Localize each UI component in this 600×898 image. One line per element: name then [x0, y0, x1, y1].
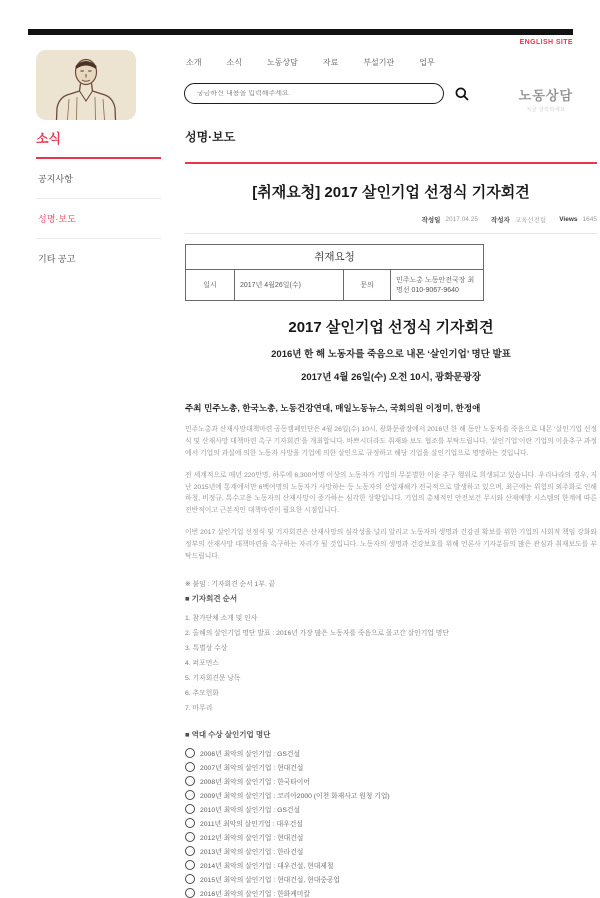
history-heading: ■ 역대 수상 살인기업 명단	[185, 729, 271, 739]
history-list-item	[185, 818, 597, 828]
history-list-item	[185, 776, 597, 786]
history-item-text: 2012년 최악의 살인기업 : 현대건설	[200, 834, 304, 842]
history-item-text: 2006년 최악의 살인기업 : GS건설	[200, 750, 301, 758]
meta-views-value: 1645	[582, 216, 597, 223]
history-item-text: 2013년 최악의 살인기업 : 한라건설	[200, 848, 304, 856]
agenda-list	[185, 612, 597, 712]
site-logo[interactable]	[36, 50, 136, 120]
event-headline	[185, 316, 597, 383]
history-list-item	[185, 846, 597, 856]
circle-bullet-icon	[185, 790, 195, 800]
circle-bullet-icon	[185, 860, 195, 870]
circle-bullet-icon	[185, 846, 195, 856]
post-title: [취재요청] 2017 살인기업 선정식 기자회견	[252, 184, 530, 201]
brand-title: 노동상담	[518, 88, 573, 103]
history-item-text: 2008년 최악의 살인기업 : 한국타이어	[200, 778, 310, 786]
circle-bullet-icon	[185, 818, 195, 828]
circle-bullet-icon	[185, 874, 195, 884]
attachment-note: ※ 붙임 : 기자회견 순서 1부. 끝	[185, 580, 276, 588]
history-list-item	[185, 832, 597, 842]
sidebar-item-notice[interactable]: 공지사항	[36, 159, 161, 199]
meta-author-value: 교육선전팀	[514, 217, 547, 224]
history-item-text: 2011년 최악의 살인기업 : 대우건설	[200, 820, 303, 828]
agenda-item: 5. 기자회견문 낭독	[185, 674, 241, 682]
search-icon	[454, 86, 470, 102]
post-meta	[185, 215, 597, 234]
sidebar-title: 소식	[36, 128, 161, 159]
brand-tagline: 지금 클릭하세요	[526, 107, 566, 113]
agenda-item: 1. 참가단체 소개 및 인사	[185, 614, 258, 622]
table-when-value: 2017년 4월26일(수)	[235, 270, 344, 301]
circle-bullet-icon	[185, 832, 195, 842]
history-item-text: 2007년 최악의 살인기업 : 현대건설	[200, 764, 304, 772]
nav-item[interactable]: 업무	[419, 58, 435, 67]
main-nav	[186, 57, 435, 68]
circle-bullet-icon	[185, 776, 195, 786]
meta-date-label: 작성일	[421, 217, 441, 224]
table-title: 취재요청	[186, 245, 484, 270]
history-list-item	[185, 762, 597, 772]
event-title: 2017 살인기업 선정식 기자회견	[288, 319, 494, 336]
table-when-label: 일시	[186, 270, 235, 301]
history-list-item	[185, 860, 597, 870]
brand-mark	[519, 85, 573, 113]
agenda-item: 7. 마무리	[185, 704, 213, 712]
body-paragraphs	[185, 424, 597, 563]
meta-views-label: Views	[559, 216, 578, 223]
search-button[interactable]	[453, 85, 471, 103]
agenda-heading: ■ 기자회견 순서	[185, 593, 238, 603]
history-item-text: 2009년 최악의 살인기업 : 코리아2000 (이천 화재사고 원청 기업)	[200, 792, 390, 800]
history-list	[185, 748, 597, 898]
search-box	[184, 83, 444, 104]
agenda-item: 4. 퍼포먼스	[185, 659, 219, 667]
section-title: 성명·보도	[185, 128, 597, 164]
nav-item[interactable]: 소식	[226, 58, 242, 67]
top-black-bar	[28, 29, 573, 35]
sidebar	[36, 128, 161, 898]
history-list-item	[185, 748, 597, 758]
meta-date-value: 2017.04.25	[445, 216, 478, 223]
history-list-item	[185, 888, 597, 898]
nav-item[interactable]: 소개	[186, 58, 202, 67]
circle-bullet-icon	[185, 888, 195, 898]
host-line: 주최 민주노총, 한국노총, 노동건강연대, 매일노동뉴스, 국회의원 이정미, 한정애	[185, 403, 481, 413]
content-area	[0, 128, 600, 898]
agenda-item: 2. 올해의 살인기업 명단 발표 : 2016년 가장 많은 노동자를 죽음으로 몰고간 살인기업 명단	[185, 629, 449, 637]
history-item-text: 2014년 최악의 살인기업 : 대우건설, 현대제철	[200, 862, 334, 870]
nav-item[interactable]: 부설기관	[363, 58, 395, 67]
event-datetime: 2017년 4월 26일(수) 오전 10시, 광화문광장	[301, 372, 481, 383]
body-paragraph: 이번 2017 살인기업 선정식 및 기자회견은 산재사망의 심각성을 널리 알리고 노동자의 생명과 건강권 확보를 위한 기업의 사회적 책임 강화와 정부의 산재사망 대책마련을 촉구하는 자리가 될 것입니다. 노동자의 생명과 건강보호를 위해 언론사 기자분들의 많은 관심과 취재보도를 부탁드립니다.	[185, 529, 597, 561]
person-illustration-icon	[36, 50, 136, 120]
nav-item[interactable]: 노동상담	[266, 58, 298, 67]
history-item-text: 2016년 최악의 살인기업 : 한화케미칼	[200, 890, 310, 898]
event-subtitle: 2016년 한 해 노동자를 죽음으로 내몬 ‘살인기업’ 명단 발표	[271, 349, 511, 360]
history-item-text: 2015년 최악의 살인기업 : 현대건설, 현대중공업	[200, 876, 340, 884]
sidebar-item-etc[interactable]: 기타 공고	[38, 254, 76, 264]
body-paragraph: 민주노총과 산재사망대책마련 공동캠페인단은 4월 26일(수) 10시, 광화문광장에서 2016년 한 해 동안 노동자를 죽음으로 내몬 ‘살인기업 선정식 및 산재사망 대책마련 촉구 기자회견’을 개최합니다. 바쁘시더라도 취재와 보도 협조를 부탁드립니다. ‘살인기업’이란 기업의 이윤추구 과정에서 기업의 과실에 의한 노동자 사망을 기업에 의한 살인으로 규정하고 해당 기업을 살인기업으로 명명하는 것입니다.	[185, 426, 597, 457]
table-contact-label: 문의	[344, 270, 391, 301]
circle-bullet-icon	[185, 748, 195, 758]
circle-bullet-icon	[185, 804, 195, 814]
history-list-item	[185, 874, 597, 884]
press-request-table	[185, 244, 484, 301]
search-area	[184, 83, 471, 104]
agenda-item: 3. 특별상 수상	[185, 644, 228, 652]
body-paragraph: 전 세계적으로 매년 220만명, 하루에 6,300여명 이상의 노동자가 기업의 무분별한 이윤 추구 행위로 희생되고 있습니다. 우리나라의 경우, 지난 2015년에 통계에서만 6백여명의 노동자가 사망하는 등 노동자의 산업재해가 전국적으로 발생하고 있으며, 최근에는 위험의 외주화로 인해 하청, 비정규, 특수고용 노동자의 산재사망이 증가하는 심각한 상황입니다. 기업의 총체적인 안전보건 무시와 산재예방 시스템의 한계에 따른 전반적이고 근본적인 대책마련이 필요한 시점입니다.	[185, 471, 597, 515]
search-input[interactable]	[185, 90, 443, 97]
history-list-item	[185, 804, 597, 814]
english-site-link[interactable]: ENGLISH SITE	[519, 39, 573, 46]
sidebar-item-press[interactable]: 성명·보도	[36, 199, 161, 239]
history-item-text: 2010년 최악의 살인기업 : GS건설	[200, 806, 301, 814]
agenda-item: 6. 추모헌화	[185, 689, 219, 697]
history-list-item	[185, 790, 597, 800]
meta-author-label: 작성자	[490, 217, 510, 224]
main-panel	[185, 128, 597, 898]
table-contact-value: 민주노총 노동안전국장 최명선 010-9067-9640	[391, 270, 484, 301]
circle-bullet-icon	[185, 762, 195, 772]
nav-item[interactable]: 자료	[322, 58, 339, 67]
